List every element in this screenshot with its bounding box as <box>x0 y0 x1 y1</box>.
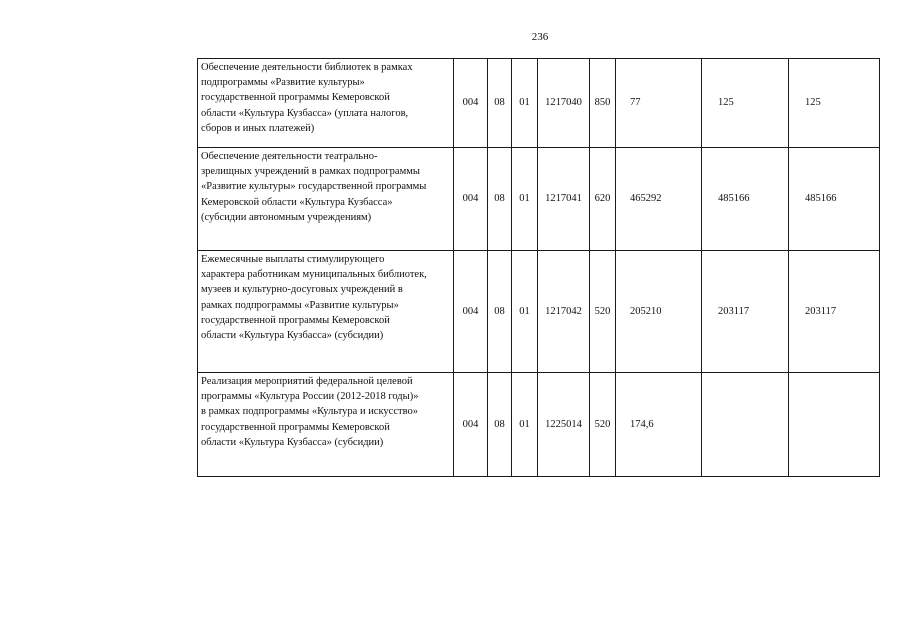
description-line: государственной программы Кемеровской <box>201 92 390 104</box>
target-item-code: 1225014 <box>538 373 590 477</box>
amount-year-2: 203117 <box>702 251 789 373</box>
description-line: в рамках подпрограммы «Культура и искусство» <box>201 406 418 418</box>
description-line: сборов и иных платежей) <box>201 122 315 134</box>
description-line: рамках подпрограммы «Развитие культуры» <box>201 299 399 311</box>
subsection-code: 01 <box>512 148 538 251</box>
amount-year-2: 125 <box>702 59 789 148</box>
amount-year-1: 77 <box>616 59 702 148</box>
amount-year-2 <box>702 373 789 477</box>
amount-year-3: 203117 <box>789 251 880 373</box>
subsection-code: 01 <box>512 251 538 373</box>
description-line: (субсидии автономным учреждениям) <box>201 211 372 223</box>
description-line: подпрограммы «Развитие культуры» <box>201 77 365 89</box>
row-description <box>198 373 454 477</box>
ministry-code: 004 <box>454 148 488 251</box>
description-line: Обеспечение деятельности театрально- <box>201 151 378 162</box>
section-code: 08 <box>488 59 512 148</box>
amount-year-3: 485166 <box>789 148 880 251</box>
page-number: 236 <box>531 31 549 43</box>
amount-year-2: 485166 <box>702 148 789 251</box>
ministry-code: 004 <box>454 373 488 477</box>
expense-type-code: 520 <box>590 251 616 373</box>
description-line: музеев и культурно-досуговых учреждений в <box>201 284 403 296</box>
table-row <box>198 59 880 148</box>
description-line: зрелищных учреждений в рамках подпрограммы <box>201 166 420 178</box>
section-code: 08 <box>488 251 512 373</box>
description-line: «Развитие культуры» государственной программы <box>201 181 427 193</box>
expense-type-code: 520 <box>590 373 616 477</box>
amount-year-1: 205210 <box>616 251 702 373</box>
amount-year-3 <box>789 373 880 477</box>
expense-type-code: 620 <box>590 148 616 251</box>
description-line: государственной программы Кемеровской <box>201 421 390 433</box>
expense-type-code: 850 <box>590 59 616 148</box>
description-line: Реализация мероприятий федеральной целевой <box>201 376 413 387</box>
description-line: области «Культура Кузбасса» (субсидии) <box>201 330 384 342</box>
table-row <box>198 373 880 477</box>
target-item-code: 1217042 <box>538 251 590 373</box>
description-line: Ежемесячные выплаты стимулирующего <box>201 254 385 265</box>
table-row <box>198 251 880 373</box>
subsection-code: 01 <box>512 59 538 148</box>
budget-table <box>197 58 880 477</box>
description-line: области «Культура Кузбасса» (уплата налогов, <box>201 107 409 119</box>
description-line: Обеспечение деятельности библиотек в рамках <box>201 62 413 73</box>
subsection-code: 01 <box>512 373 538 477</box>
row-description <box>198 251 454 373</box>
description-line: области «Культура Кузбасса» (субсидии) <box>201 436 384 448</box>
row-description <box>198 148 454 251</box>
ministry-code: 004 <box>454 59 488 148</box>
amount-year-1: 465292 <box>616 148 702 251</box>
description-line: Кемеровской области «Культура Кузбасса» <box>201 196 393 208</box>
description-line: программы «Культура России (2012-2018 годы)» <box>201 391 419 403</box>
ministry-code: 004 <box>454 251 488 373</box>
amount-year-3: 125 <box>789 59 880 148</box>
row-description <box>198 59 454 148</box>
target-item-code: 1217040 <box>538 59 590 148</box>
section-code: 08 <box>488 373 512 477</box>
description-line: характера работникам муниципальных библиотек, <box>201 269 427 281</box>
section-code: 08 <box>488 148 512 251</box>
target-item-code: 1217041 <box>538 148 590 251</box>
description-line: государственной программы Кемеровской <box>201 314 390 326</box>
amount-year-1: 174,6 <box>616 373 702 477</box>
table-row <box>198 148 880 251</box>
